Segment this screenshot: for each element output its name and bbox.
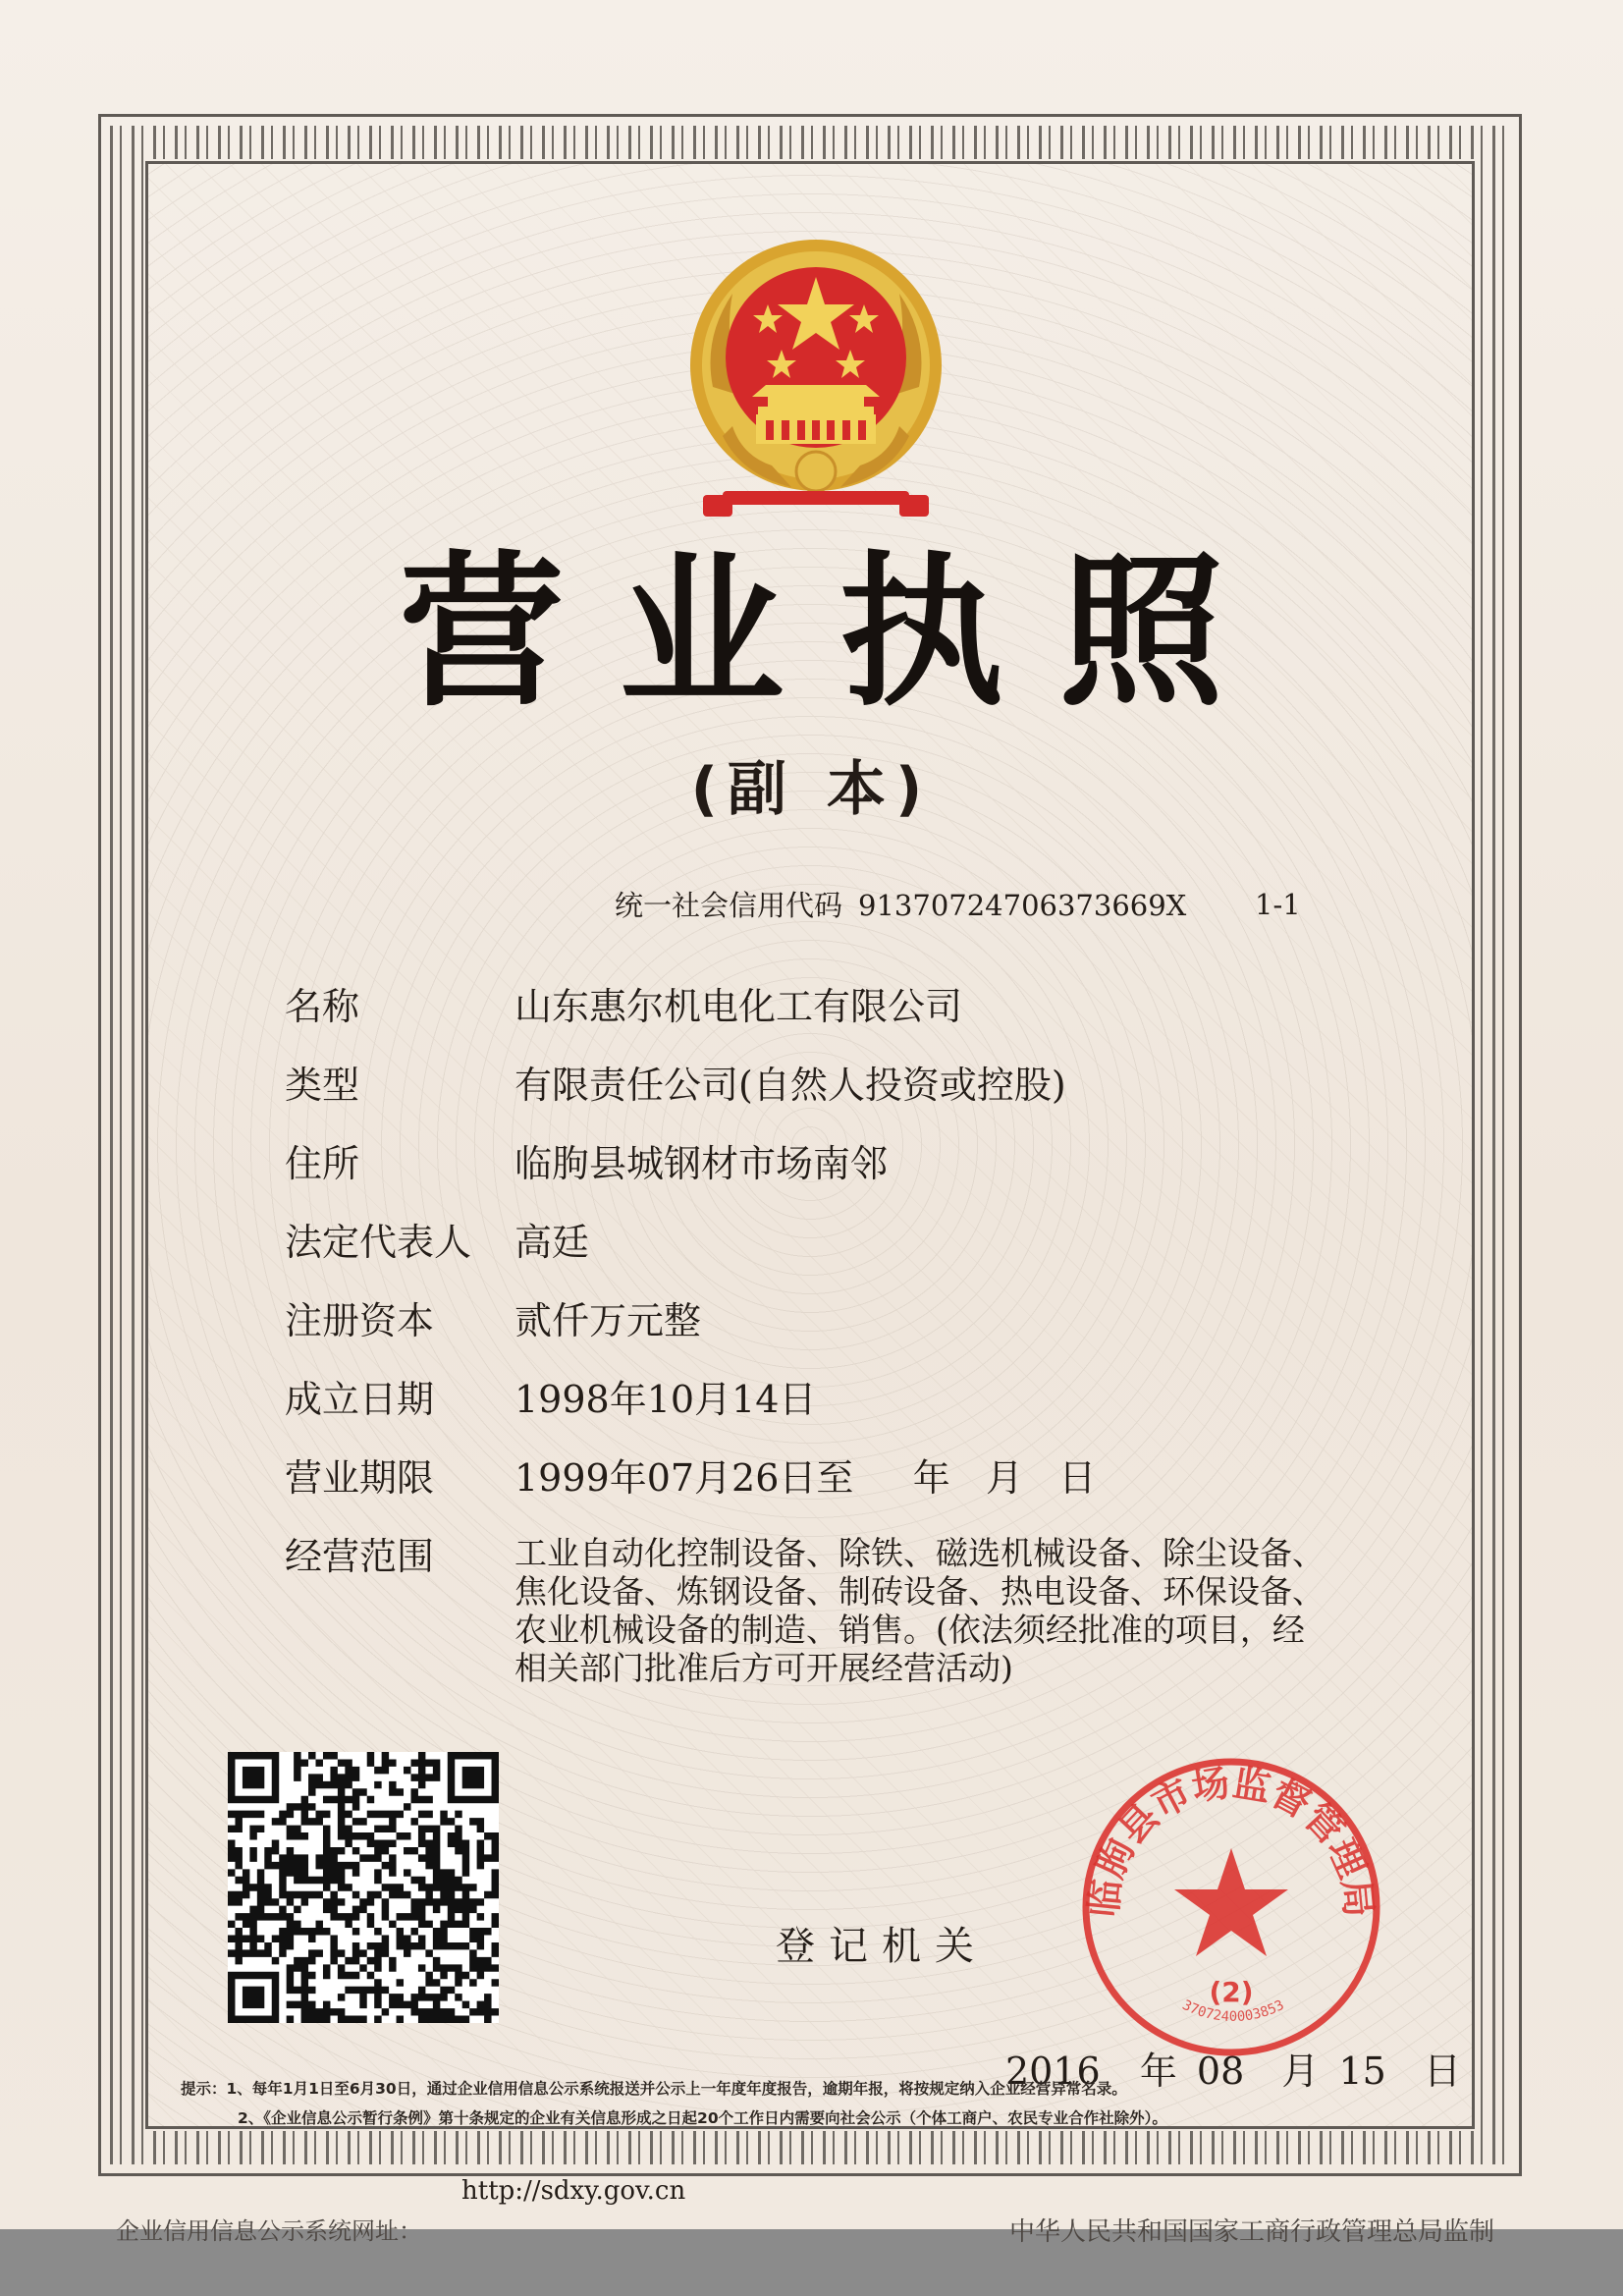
field-label: 住所 bbox=[285, 1142, 360, 1185]
copy-number: 1-1 bbox=[1255, 888, 1301, 921]
credit-code-line bbox=[615, 884, 1301, 924]
seal-text: 临朐县市场监督管理局 bbox=[1081, 1761, 1381, 1919]
field-label: 经营范围 bbox=[285, 1535, 435, 1578]
footer-left-text: 企业信用信息公示系统网址： bbox=[116, 2217, 422, 2245]
credit-code-value: 91370724706373669X bbox=[858, 889, 1187, 922]
issue-year-unit: 年 bbox=[1139, 2050, 1177, 2093]
business-scope-text bbox=[514, 1534, 1329, 1687]
field-label-business-term bbox=[285, 1456, 471, 1500]
scope-line: 工业自动化控制设备、除铁、磁选机械设备、除尘设备、 bbox=[514, 1534, 1325, 1572]
scope-line: 相关部门批准后方可开展经营活动) bbox=[514, 1649, 1013, 1687]
note-line: 2、《企业信息公示暂行条例》第十条规定的企业有关信息形成之日起20个工作日内需要向社会公示（个体工商户、农民专业合作社除外）。 bbox=[238, 2109, 1167, 2127]
official-seal-icon bbox=[1078, 1754, 1384, 2060]
field-label: 名称 bbox=[285, 985, 360, 1028]
field-label-registered-capital bbox=[285, 1299, 471, 1342]
field-label-address bbox=[285, 1142, 471, 1185]
field-value-address: 临朐县城钢材市场南邻 bbox=[514, 1142, 889, 1185]
seal-code: 3707240003853 bbox=[1179, 1996, 1287, 2025]
field-value-establishment-date: 1998年10月14日 bbox=[514, 1378, 817, 1421]
notes-block bbox=[181, 2074, 1467, 2133]
field-label-type bbox=[285, 1064, 471, 1107]
issue-year: 2016 bbox=[1005, 2050, 1101, 2093]
field-label-establishment-date bbox=[285, 1378, 471, 1421]
field-value-registered-capital: 贰仟万元整 bbox=[514, 1299, 702, 1342]
qr-finder-pattern bbox=[228, 1972, 279, 2023]
field-label: 成立日期 bbox=[285, 1378, 435, 1421]
qr-code[interactable] bbox=[228, 1752, 499, 2023]
field-value-legal-representative: 高廷 bbox=[514, 1221, 590, 1264]
document-title: 营业执照 bbox=[399, 536, 1279, 729]
field-value-type: 有限责任公司(自然人投资或控股) bbox=[514, 1064, 1066, 1107]
field-label-business-scope bbox=[285, 1535, 471, 1578]
footer-right-text: 中华人民共和国国家工商行政管理总局监制 bbox=[1009, 2217, 1495, 2247]
credit-code-label: 统一社会信用代码 bbox=[615, 889, 843, 922]
national-emblem-icon bbox=[683, 240, 948, 524]
issue-month-unit: 月 bbox=[1281, 2050, 1320, 2093]
field-value-business-term: 1999年07月26日至 年 月 日 bbox=[514, 1456, 1097, 1500]
note-line: 提示：1、每年1月1日至6月30日，通过企业信用信息公示系统报送并公示上一年度年度报告，逾期年报，将按规定纳入企业经营异常名录。 bbox=[181, 2080, 1127, 2098]
issue-month: 08 bbox=[1196, 2050, 1245, 2093]
qr-finder-pattern bbox=[448, 1752, 499, 1803]
field-label: 法定代表人 bbox=[285, 1221, 472, 1264]
issue-day-unit: 日 bbox=[1423, 2050, 1461, 2093]
document-subtitle: (副 本) bbox=[690, 755, 933, 824]
field-label: 营业期限 bbox=[285, 1456, 435, 1500]
registration-authority-label: 登记机关 bbox=[776, 1924, 988, 1969]
footer-url-link[interactable]: http://sdxy.gov.cn bbox=[461, 2176, 686, 2206]
seal-number: (2) bbox=[1209, 1976, 1254, 2008]
issue-day: 15 bbox=[1338, 2050, 1386, 2093]
qr-finder-pattern bbox=[228, 1752, 279, 1803]
field-label-legal-representative bbox=[285, 1221, 472, 1264]
scope-line: 焦化设备、炼钢设备、制砖设备、热电设备、环保设备、 bbox=[514, 1572, 1325, 1611]
field-value-name: 山东惠尔机电化工有限公司 bbox=[514, 985, 963, 1028]
scope-line: 农业机械设备的制造、销售。(依法须经批准的项目，经 bbox=[514, 1611, 1305, 1649]
field-label-name bbox=[285, 985, 471, 1028]
field-label: 注册资本 bbox=[285, 1299, 435, 1342]
field-label: 类型 bbox=[285, 1064, 360, 1107]
